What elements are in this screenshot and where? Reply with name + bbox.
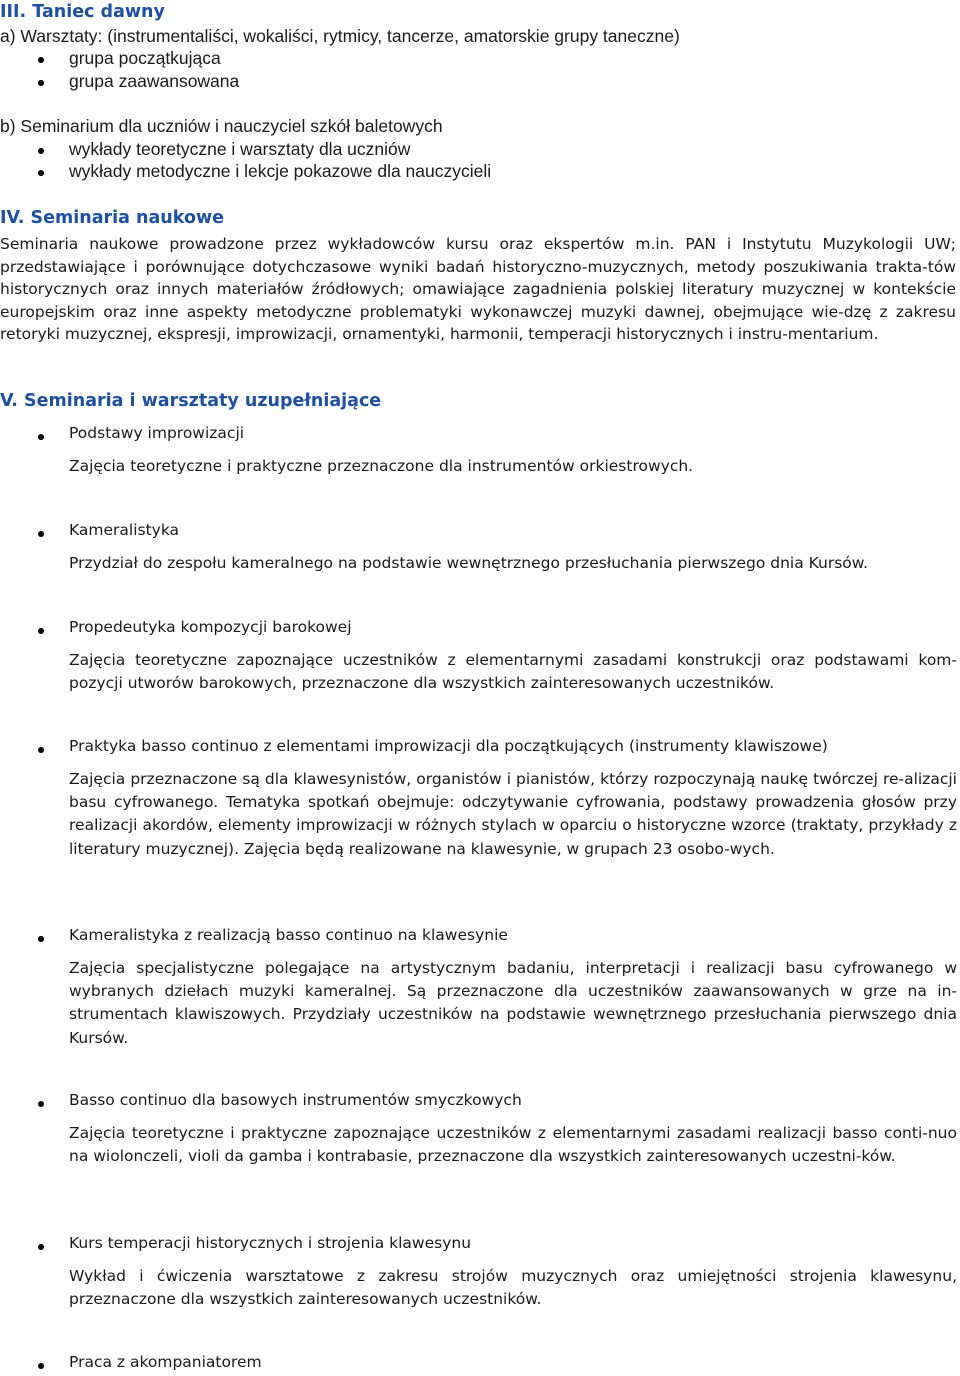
- bullet-icon: [38, 747, 44, 753]
- bullet-icon: [38, 148, 44, 154]
- list-item-description: Przydział do zespołu kameralnego na podstawie wewnętrznego przesłuchania pierwszego dnia Kursów.: [69, 554, 868, 572]
- list-item-description: Wykład i ćwiczenia warsztatowe z zakresu strojów muzycznych oraz umiejętności strojenia klawesynu, przeznaczone dla wszystkich zainteresowanych uczestników.: [69, 1267, 957, 1309]
- bullet-icon: [38, 434, 44, 440]
- bullet-icon: [38, 531, 44, 537]
- list-item-title: Praktyka basso continuo z elementami improwizacji dla początkujących (instrumenty klawiszowe): [69, 737, 828, 755]
- section-3-b-item: wykłady teoretyczne i warsztaty dla uczniów: [69, 139, 411, 159]
- list-item-description: Zajęcia teoretyczne i praktyczne zapoznające uczestników z elementarnymi zasadami realizacji basso conti-nuo na wiolonczeli, violi da gamba i kontrabasie, przeznaczone dla wszystkich zainteresowanych uczestni-ków.: [69, 1124, 957, 1166]
- list-item-title: Kameralistyka: [69, 521, 180, 539]
- bullet-icon: [38, 80, 44, 86]
- list-item-description: Zajęcia specjalistyczne polegające na artystycznym badaniu, interpretacji i realizacji basu cyfrowanego w wybranych dziełach muzyki kameralnej. Są przeznaczone dla uczestników zaawansowanych w grze na in-strumentach klawiszowych. Przydziały uczestników na podstawie wewnętrznego przesłuchania pierwszego dnia Kursów.: [69, 959, 957, 1047]
- bullet-icon: [38, 628, 44, 634]
- section-3-b-item: wykłady metodyczne i lekcje pokazowe dla nauczycieli: [69, 161, 492, 181]
- list-item-title: Propedeutyka kompozycji barokowej: [69, 618, 352, 636]
- bullet-icon: [38, 1244, 44, 1250]
- section-4-title: IV. Seminaria naukowe: [0, 208, 224, 228]
- section-4-text: Seminaria naukowe prowadzone przez wykładowców kursu oraz ekspertów m.in. PAN i Instytutu Muzykologii UW; przedstawiające i porównujące dotychczasowe wyniki badań historyczno-muzycznych, metody poszukiwania trakta-tów historycznych oraz innych materiałów źródłowych; omawiające zagadnienia polskiej literatury muzycznej w kontekście europejskim oraz inne aspekty metodyczne problematyki wykonawczej muzyki dawnej, obejmujące wie-dzę z zakresu retoryki muzycznej, ekspresji, improwizacji, ornamentyki, harmonii, temperacji historycznych i instru-mentarium.: [0, 235, 956, 344]
- section-3-a-item: grupa początkująca: [69, 48, 221, 68]
- list-item-title: Kurs temperacji historycznych i strojenia klawesynu: [69, 1234, 472, 1252]
- list-item-description: Zajęcia przeznaczone są dla klawesynistów, organistów i pianistów, którzy rozpoczynają naukę twórczej re-alizacji basu cyfrowanego. Tematyka spotkań obejmuje: odczytywanie cyfrowania, podstawy prowadzenia głosów przy realizacji akordów, elementy improwizacji w różnych stylach w oparciu o historyczne wzorce (traktaty, przykłady z literatury muzycznej). Zajęcia będą realizowane na klawesynie, w grupach 23 osobo-wych.: [69, 770, 957, 858]
- list-item-description: Zajęcia teoretyczne i praktyczne przeznaczone dla instrumentów orkiestrowych.: [69, 457, 694, 475]
- bullet-icon: [38, 936, 44, 942]
- bullet-icon: [38, 1101, 44, 1107]
- list-item-title: Basso continuo dla basowych instrumentów smyczkowych: [69, 1091, 522, 1109]
- list-item-title: Podstawy improwizacji: [69, 424, 245, 442]
- bullet-icon: [38, 170, 44, 176]
- section-3-a-item: grupa zaawansowana: [69, 71, 240, 91]
- list-item-description: Zajęcia teoretyczne zapoznające uczestników z elementarnymi zasadami konstrukcji oraz podstawami kom-pozycji utworów barokowych, przeznaczone dla wszystkich zainteresowanych uczestników.: [69, 651, 957, 693]
- list-item-title: Kameralistyka z realizacją basso continuo na klawesynie: [69, 926, 508, 944]
- section-3-a-line: a) Warsztaty: (instrumentaliści, wokaliści, rytmicy, tancerze, amatorskie grupy taneczne): [0, 26, 680, 46]
- section-5-title: V. Seminaria i warsztaty uzupełniające: [0, 391, 382, 411]
- list-item-title: Praca z akompaniatorem: [69, 1353, 262, 1371]
- section-3-b-line: b) Seminarium dla uczniów i nauczyciel szkół baletowych: [0, 116, 443, 136]
- bullet-icon: [38, 57, 44, 63]
- bullet-icon: [38, 1363, 44, 1369]
- section-3-title: III. Taniec dawny: [0, 2, 165, 22]
